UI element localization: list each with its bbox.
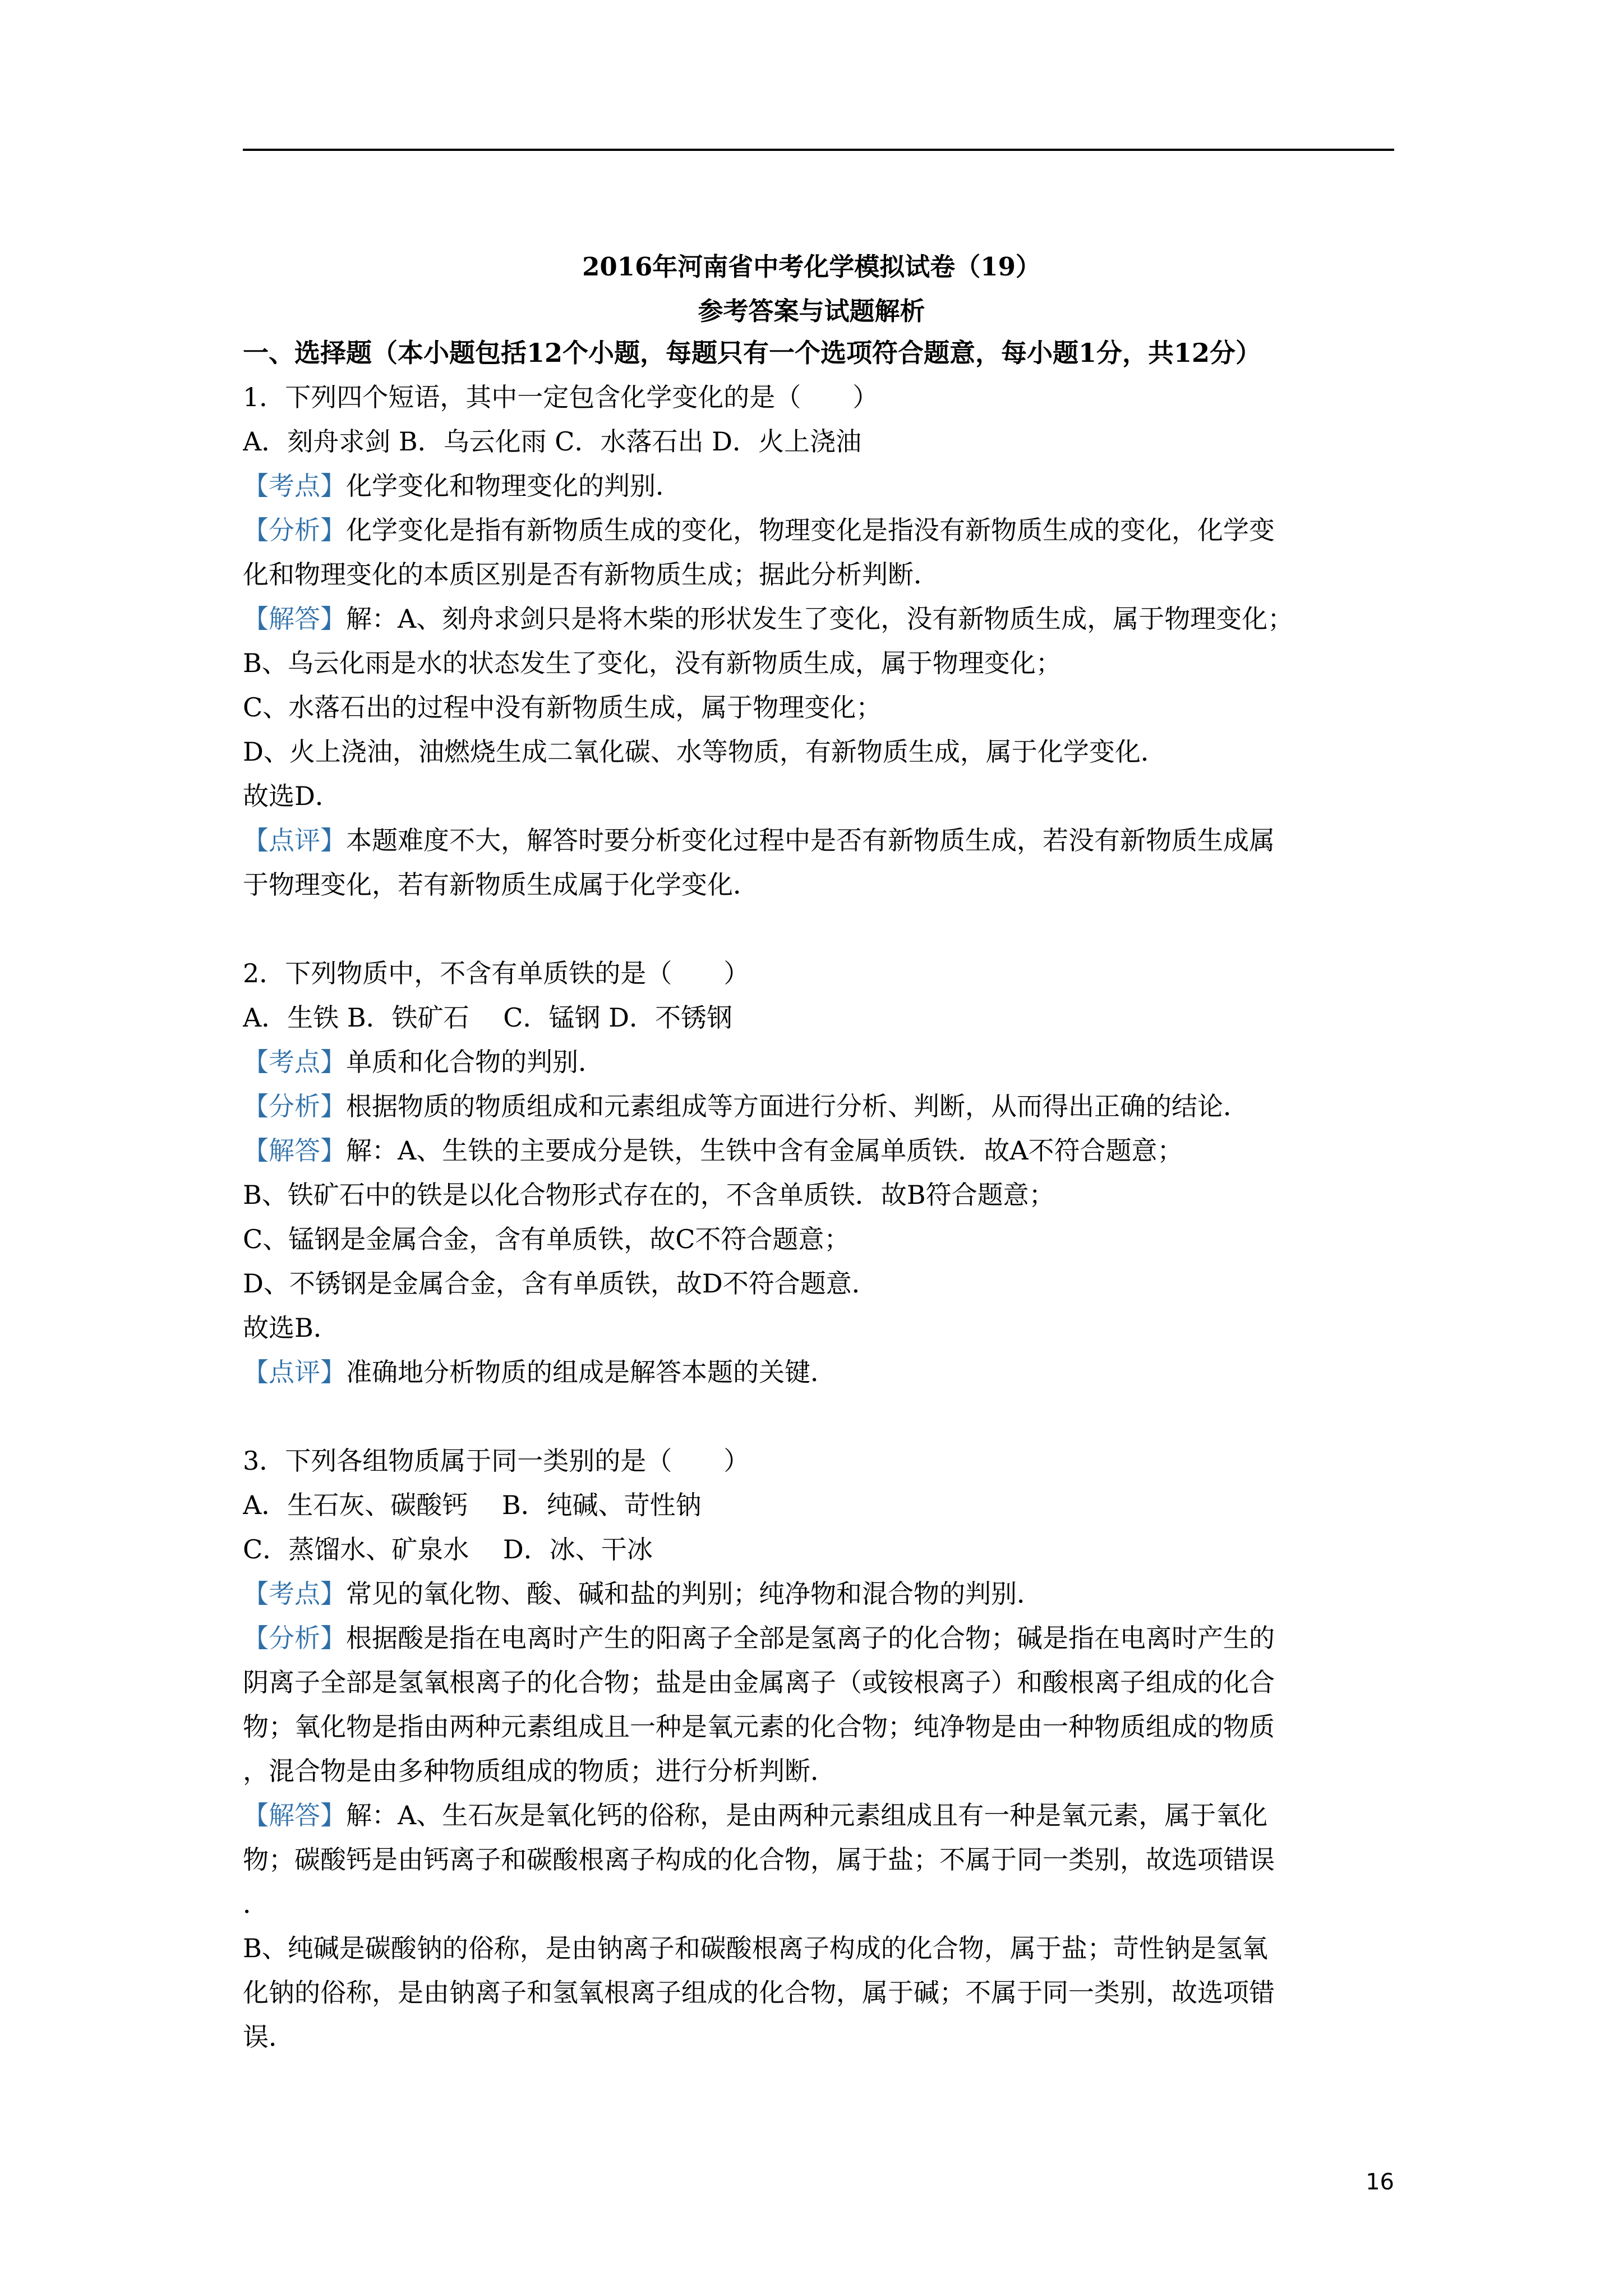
kaodian-tag: 【考点】: [243, 1579, 346, 1609]
question-1-answer: 故选D．: [243, 781, 341, 811]
fenxi-text: 根据酸是指在电离时产生的阳离子全部是氢离子的化合物；碱是指在电离时产生的: [346, 1623, 1275, 1653]
question-1: [243, 375, 1394, 907]
kaodian-tag: 【考点】: [243, 1047, 346, 1077]
question-2-jieda: [243, 1129, 1394, 1173]
question-2-jieda-b: B、铁矿石中的铁是以化合物形式存在的，不含单质铁．故B符合题意；: [243, 1180, 1055, 1210]
question-2-kaodian: [243, 1040, 1394, 1084]
question-1-jieda-b: B、乌云化雨是水的状态发生了变化，没有新物质生成，属于物理变化；: [243, 648, 1062, 678]
question-3-fenxi: [243, 1616, 1394, 1660]
question-2-jieda-d: D、不锈钢是金属合金，含有单质铁，故D不符合题意．: [243, 1268, 878, 1299]
kaodian-tag: 【考点】: [243, 471, 346, 501]
question-3-jieda-b-cont-1: 化钠的俗称，是由钠离子和氢氧根离子组成的化合物，属于碱；不属于同一类别，故选项错: [243, 1977, 1275, 2008]
question-3-fenxi-cont-2: 物；氧化物是指由两种元素组成且一种是氧元素的化合物；纯净物是由一种物质组成的物质: [243, 1711, 1275, 1742]
question-1-jieda-c: C、水落石出的过程中没有新物质生成，属于物理变化；: [243, 692, 882, 723]
jieda-text: 解：A、生铁的主要成分是铁，生铁中含有金属单质铁．故A不符合题意；: [346, 1135, 1183, 1166]
question-1-kaodian: [243, 464, 1394, 508]
question-3-jieda-b: B、纯碱是碳酸钠的俗称，是由钠离子和碳酸根离子构成的化合物，属于盐；苛性钠是氢氧: [243, 1933, 1268, 1963]
jieda-text: 解：A、刻舟求剑只是将木柴的形状发生了变化，没有新物质生成，属于物理变化；: [346, 604, 1294, 634]
question-3-fenxi-cont-1: 阴离子全部是氢氧根离子的化合物；盐是由金属离子（或铵根离子）和酸根离子组成的化合: [243, 1667, 1275, 1697]
jieda-tag: 【解答】: [243, 604, 346, 634]
content-area: [243, 331, 1394, 2059]
dianping-tag: 【点评】: [243, 1357, 346, 1387]
question-2: [243, 951, 1394, 1395]
question-3-jieda-b-cont-2: 误．: [243, 2022, 294, 2052]
question-1-fenxi-cont: 化和物理变化的本质区别是否有新物质生成；据此分析判断．: [243, 559, 939, 590]
section-heading: 一、选择题（本小题包括12个小题，每题只有一个选项符合题意，每小题1分，共12分）: [243, 338, 1262, 368]
question-3-jieda-cont-2: ．: [243, 1889, 269, 1919]
dianping-text: 准确地分析物质的组成是解答本题的关键．: [346, 1357, 836, 1387]
fenxi-tag: 【分析】: [243, 1623, 346, 1653]
dianping-text: 本题难度不大，解答时要分析变化过程中是否有新物质生成，若没有新物质生成属: [346, 825, 1275, 855]
question-2-answer: 故选B．: [243, 1313, 339, 1343]
question-1-options: A．刻舟求剑 B．乌云化雨 C．水落石出 D．火上浇油: [243, 426, 861, 457]
question-2-fenxi: [243, 1084, 1394, 1129]
spacer: [243, 907, 1394, 951]
jieda-tag: 【解答】: [243, 1800, 346, 1830]
fenxi-text: 根据物质的物质组成和元素组成等方面进行分析、判断，从而得出正确的结论．: [346, 1091, 1249, 1121]
kaodian-text: 常见的氧化物、酸、碱和盐的判别；纯净物和混合物的判别．: [346, 1579, 1043, 1609]
fenxi-text: 化学变化是指有新物质生成的变化，物理变化是指没有新物质生成的变化，化学变: [346, 515, 1275, 545]
question-3-jieda: [243, 1793, 1394, 1838]
jieda-tag: 【解答】: [243, 1135, 346, 1166]
question-2-dianping: [243, 1350, 1394, 1395]
question-1-jieda-d: D、火上浇油，油燃烧生成二氧化碳、水等物质，有新物质生成，属于化学变化．: [243, 737, 1166, 767]
question-3: [243, 1439, 1394, 2059]
question-3-options-cd: C．蒸馏水、矿泉水 D．冰、干冰: [243, 1534, 653, 1565]
spacer: [243, 1395, 1394, 1439]
jieda-text: 解：A、生石灰是氧化钙的俗称，是由两种元素组成且有一种是氧元素，属于氧化: [346, 1800, 1268, 1830]
document-subtitle: 参考答案与试题解析: [698, 296, 925, 326]
question-1-stem: 1．下列四个短语，其中一定包含化学变化的是（ ）: [243, 382, 879, 412]
question-1-dianping-cont: 于物理变化，若有新物质生成属于化学变化．: [243, 869, 759, 900]
question-2-stem: 2．下列物质中，不含有单质铁的是（ ）: [243, 958, 750, 988]
kaodian-text: 单质和化合物的判别．: [346, 1047, 604, 1077]
question-1-jieda: [243, 597, 1394, 641]
question-3-stem: 3．下列各组物质属于同一类别的是（ ）: [243, 1446, 750, 1476]
kaodian-text: 化学变化和物理变化的判别．: [346, 471, 681, 501]
question-2-jieda-c: C、锰钢是金属合金，含有单质铁，故C不符合题意；: [243, 1224, 850, 1254]
question-2-options: A．生铁 B．铁矿石 C．锰钢 D．不锈钢: [243, 1002, 732, 1033]
dianping-tag: 【点评】: [243, 825, 346, 855]
question-1-dianping: [243, 818, 1394, 863]
question-3-kaodian: [243, 1572, 1394, 1616]
fenxi-tag: 【分析】: [243, 515, 346, 545]
document-title: 2016年河南省中考化学模拟试卷（19）: [582, 252, 1041, 282]
question-3-fenxi-cont-3: ，混合物是由多种物质组成的物质；进行分析判断．: [243, 1756, 836, 1786]
question-3-options-ab: A．生石灰、碳酸钙 B．纯碱、苛性钠: [243, 1490, 702, 1520]
question-1-fenxi: [243, 508, 1394, 553]
page-number: 16: [1366, 2169, 1394, 2195]
fenxi-tag: 【分析】: [243, 1091, 346, 1121]
header-rule: [243, 149, 1394, 151]
question-3-jieda-cont-1: 物；碳酸钙是由钙离子和碳酸根离子构成的化合物，属于盐；不属于同一类别，故选项错误: [243, 1844, 1275, 1875]
